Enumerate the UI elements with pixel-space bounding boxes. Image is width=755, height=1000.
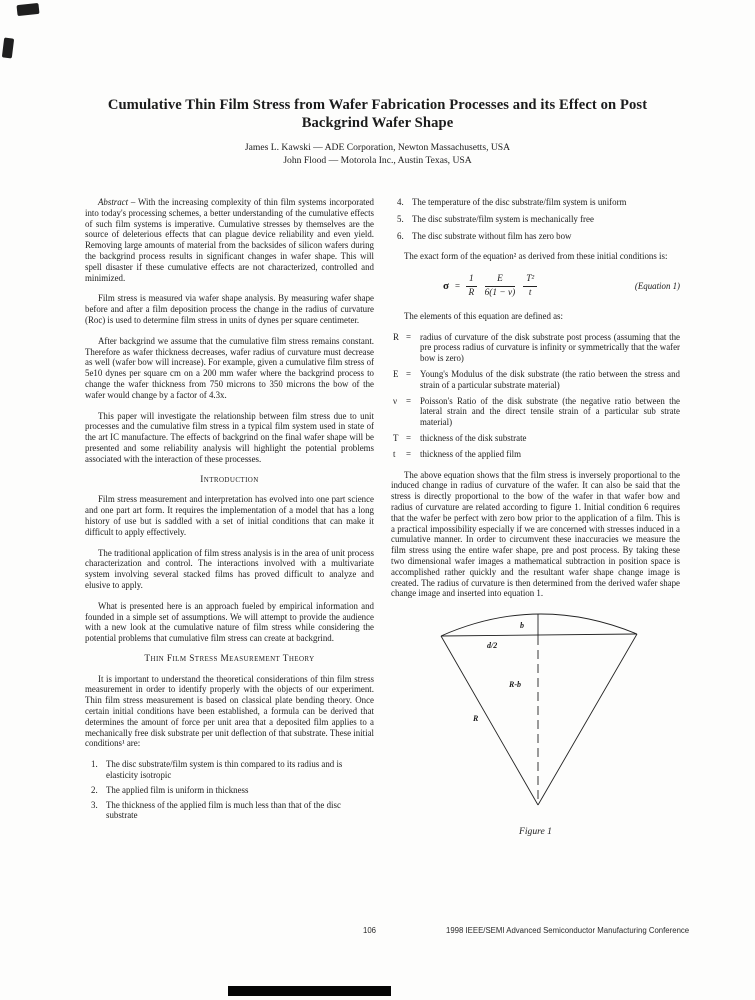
definition-symbol: T — [393, 432, 399, 443]
section-heading-theory: Thin Film Stress Measurement Theory — [144, 653, 315, 664]
definition-symbol: R — [393, 331, 399, 342]
label-R-minus-b: R-b — [509, 680, 521, 690]
equation-1 — [391, 274, 680, 299]
radius-line-left — [441, 636, 538, 805]
list-text: The disc substrate without film has zero bow — [412, 230, 572, 241]
definition-text: radius of curvature of the disk substrate post process (assuming that the pre process radius of curvature is infinity or symmetrically that the wafer bow is zero) — [420, 331, 680, 364]
figure-caption: Figure 1 — [519, 826, 552, 838]
section-heading-introduction: Introduction — [200, 474, 259, 485]
list-item — [91, 759, 374, 781]
abstract-paragraph — [85, 197, 374, 283]
right-column — [391, 197, 680, 838]
page-title: Cumulative Thin Film Stress from Wafer Fabrication Processes and its Effect on Post Backgrind Wafer Shape — [107, 97, 648, 131]
abstract-text: – With the increasing complexity of thin film systems incorporated into today's processing schemes, a better understanding of the cumulative effects of such film systems is imperative. Cumulative stresses by themselves are the source of deleterious effects that can plague device reliability and even yield. Removing large amounts of material from the backsides of silicon wafers during the backgrind process results in significant changes in wafer shape. This will spell disaster if these cumulative effects are not characterized, controlled and minimized. — [85, 197, 374, 283]
paragraph: After backgrind we assume that the cumulative film stress remains constant. Therefore as wafer thickness decreases, wafer radius of curvature must decrease as well (wafer bow will increase). For example, given a cumulative film stress of 5e10 dynes per square cm on a 200 mm wafer where the backgrind process to change the wafer thickness from 750 microns to 350 microns the bow of the wafer would change by a factor of 4.3x. — [85, 335, 374, 400]
list-item — [397, 197, 680, 208]
definition-symbol: ν — [393, 395, 398, 406]
definition-equals: = — [406, 368, 412, 379]
scan-artifact-mark — [16, 3, 39, 16]
initial-conditions-list-1-3 — [91, 759, 374, 821]
initial-conditions-list-4-6 — [397, 197, 680, 241]
paragraph: The exact form of the equation² as derived from these initial conditions is: — [404, 251, 668, 262]
definition-equals: = — [406, 395, 412, 406]
figure-1 — [391, 609, 680, 838]
definition-T — [393, 433, 680, 444]
definition-equals: = — [406, 448, 412, 459]
paragraph: This paper will investigate the relationship between film stress due to unit processes and the cumulative film stress in a typical film system used in state of the art IC manufacture. The effects of backgrind on the final wafer shape will be presented and some reliability analysis will highlight the potential problems associated with the interaction of these processes. — [85, 410, 374, 464]
label-R: R — [473, 714, 479, 724]
list-item — [91, 785, 374, 796]
list-number: 6. — [397, 230, 404, 241]
list-number: 1. — [91, 759, 98, 770]
list-number: 2. — [91, 784, 98, 795]
equation-definitions — [393, 332, 680, 460]
list-number: 4. — [397, 197, 404, 207]
definition-text: Young's Modulus of the disk substrate (the ratio between the stress and strain of a particular substrate material) — [420, 368, 680, 390]
definition-equals: = — [406, 432, 412, 443]
paragraph: The traditional application of film stress analysis is in the area of unit process characterization and control. The interactions involved with a multivariate system involving several stacked films has proved difficult to analyze and elusive to apply. — [85, 547, 374, 590]
author-block — [0, 141, 755, 167]
conference-footer: 1998 IEEE/SEMI Advanced Semiconductor Manufacturing Conference — [446, 926, 690, 935]
list-text: The thickness of the applied film is much less than that of the disc substrate — [106, 799, 341, 821]
abstract-label: Abstract — [98, 197, 129, 207]
fraction-denominator: R — [468, 287, 475, 298]
fraction-1-over-R — [466, 274, 477, 299]
list-item — [397, 214, 680, 225]
sigma-symbol: σ — [443, 280, 449, 293]
fraction-numerator: T² — [523, 274, 537, 287]
left-column — [85, 197, 374, 838]
definition-text: thickness of the disk substrate — [420, 432, 527, 443]
list-text: The disc substrate/film system is thin compared to its radius and is elasticity isotropic — [106, 759, 343, 781]
author-line-1: James L. Kawski — ADE Corporation, Newton Massachusetts, USA — [244, 142, 511, 153]
paragraph: Film stress is measured via wafer shape analysis. By measuring wafer shape before and after a film deposition process the change in the radius of curvature (Roc) is used to determine film stress in units of dynes per square centimeter. — [85, 293, 374, 325]
fraction-denominator: t — [528, 287, 532, 298]
definition-text: Poisson's Ratio of the disk substrate (the negative ratio between the lateral strain and the direct tensile strain of a particular sub strate material) — [420, 395, 680, 428]
definition-equals: = — [406, 331, 412, 342]
two-column-body — [85, 197, 680, 838]
list-text: The temperature of the disc substrate/film system is uniform — [412, 197, 627, 207]
definition-E — [393, 369, 680, 391]
definition-nu — [393, 396, 680, 428]
fraction-denominator: 6(1 − ν) — [484, 287, 516, 298]
fraction-numerator: 1 — [466, 274, 477, 287]
chord-line — [441, 634, 637, 636]
equation-body — [443, 274, 541, 299]
paragraph: The above equation shows that the film stress is inversely proportional to the induced change in radius of curvature of the wafer. It can also be said that the stress is directly proportional to the bow of the wafer in that wafer bow and radius of curvature are related according to figure 1. Initial condition 6 requires that the wafer be perfect with zero bow prior to the application of a film. This is a practical impossibility especially if we are concerned with stresses induced in a cumulative manner. In order to circumvent these inaccuracies we measure the film stress using the entire wafer shape, pre and post process. By taking these two dimensional wafer images a mathematical subtraction in position space is accomplished rather quickly and the resultant wafer shape change image is created. The radius of curvature is then determined from the derived wafer shape change image and inserted into equation 1. — [391, 469, 680, 599]
definition-symbol: E — [393, 368, 399, 379]
definition-symbol: t — [393, 448, 396, 459]
scan-artifact-mark — [2, 37, 14, 58]
definition-t — [393, 449, 680, 460]
label-b: b — [520, 621, 524, 631]
equals-sign: = — [454, 281, 460, 292]
definition-R — [393, 332, 680, 364]
label-d-over-2: d/2 — [487, 641, 498, 651]
list-item — [397, 231, 680, 242]
paragraph: The elements of this equation are defined as: — [404, 310, 563, 321]
list-item — [91, 800, 374, 822]
fraction-T2-over-t — [523, 274, 537, 299]
paragraph: It is important to understand the theoretical considerations of thin film stress measurement in order to identify properly with the objects of our experiment. Thin film stress measurement is based on classical plate bending theory. Once certain initial conditions have been established, a formula can be derived that determines the amount of force per unit area that a deposited film applies to a mechanically free disk substrate per unit deflection of that substrate. These initial conditions¹ are: — [85, 673, 374, 749]
author-line-2: John Flood — Motorola Inc., Austin Texas, USA — [283, 155, 472, 166]
wafer-arc — [441, 614, 637, 636]
equation-label: (Equation 1) — [634, 281, 680, 292]
paragraph: What is presented here is an approach fueled by empirical information and founded in a simple set of assumptions. We will attempt to provide the audience with a new look at the cumulative nature of film stress while considering the potential problems that cumulative film stress can create at backgrind. — [85, 600, 374, 644]
radius-line-right — [538, 634, 637, 805]
scan-artifact-bar — [228, 986, 391, 996]
wafer-geometry-diagram — [391, 609, 680, 819]
page-number: 106 — [363, 926, 377, 935]
fraction-numerator: E — [485, 274, 516, 287]
definition-text: thickness of the applied film — [420, 448, 522, 459]
list-number: 5. — [397, 213, 404, 224]
list-text: The applied film is uniform in thickness — [106, 784, 249, 795]
paragraph: Film stress measurement and interpretation has evolved into one part science and one part art form. It requires the implementation of a model that has a long history of use but is saddled with a set of initial conditions that can make it difficult to apply effectively. — [85, 494, 374, 537]
fraction-E-over-6-1-minus-nu — [485, 274, 516, 299]
list-text: The disc substrate/film system is mechanically free — [412, 213, 594, 224]
list-number: 3. — [91, 799, 98, 810]
